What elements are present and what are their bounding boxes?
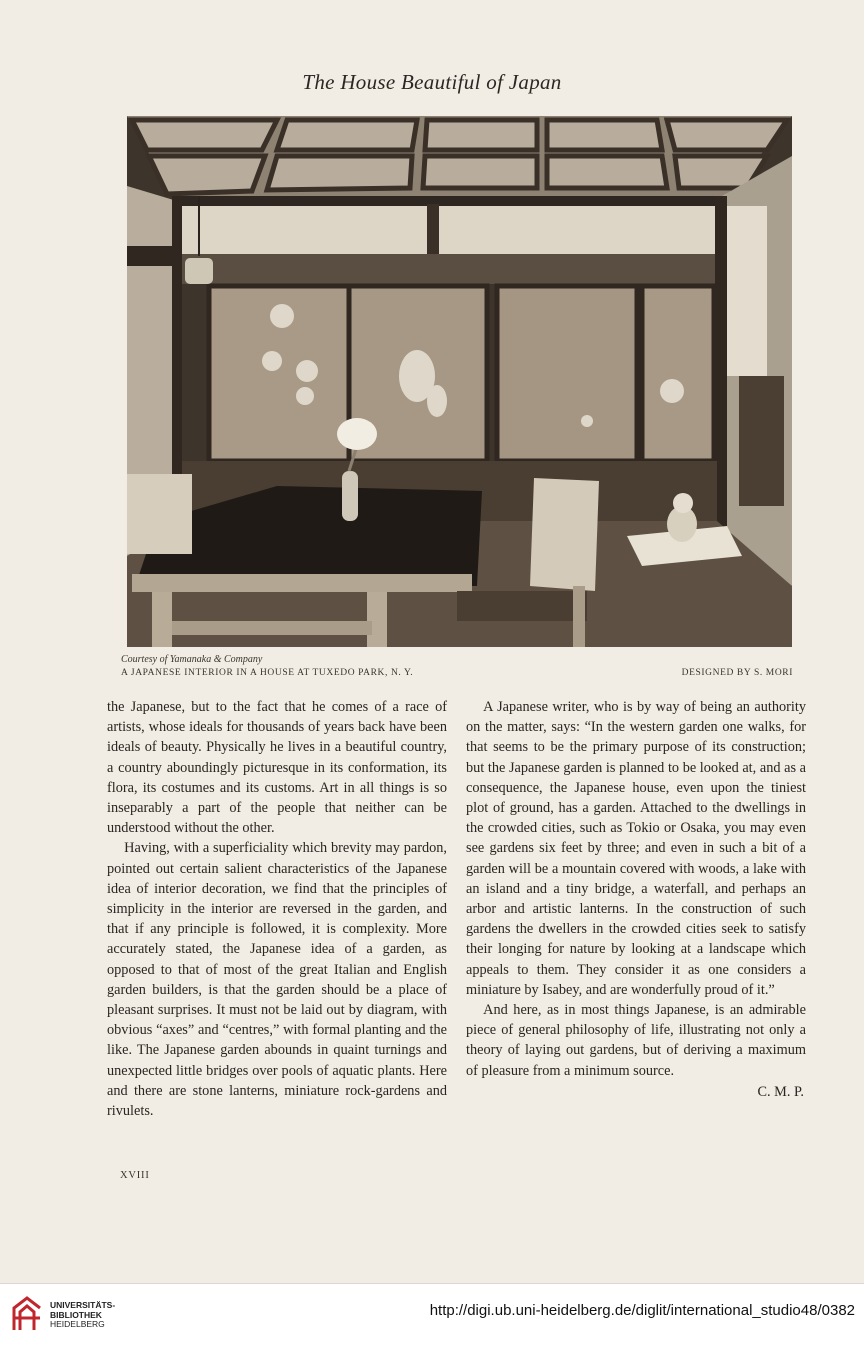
paragraph: And here, as in most things Japanese, is an admirable piece of general philosophy of life, illustrating not only a theory of laying out gardens, but of deriving a maximum of pleasure from a minimum source. [466, 1002, 806, 1079]
permalink-url[interactable]: http://digi.ub.uni-heidelberg.de/diglit/international_studio48/0382 [429, 1302, 855, 1319]
paragraph: Having, with a superficiality which brevity may pardon, pointed out certain salient characteristics of the Japanese idea of interior decoration, we find that the principles of simplicity in the interior are reversed in the garden, and that if any principle is followed, it is complexity. More accurately stated, the Japanese idea of a garden, as opposed to that of most of the great Italian and English garden builders, is that the garden should be a place of pleasant surprises. It must not be laid out by diagram, with obvious “axes” and “centres,” with formal planting and the like. The Japanese garden abounds in quaint turnings and unexpected little bridges over pools of aquatic plants. Here and there are stone lanterns, miniature rock-gardens and rivulets. [107, 840, 447, 1120]
library-name [50, 1301, 115, 1330]
japanese-interior-image [127, 116, 792, 647]
interior-photograph [127, 116, 792, 647]
photo-credit: Courtesy of Yamanaka & Company [121, 654, 263, 665]
designer-credit: DESIGNED BY S. MORI [681, 668, 793, 678]
left-text-column [107, 697, 447, 1121]
author-initials: C. M. P. [757, 1083, 804, 1100]
figure-caption: A JAPANESE INTERIOR IN A HOUSE AT TUXEDO PARK, N. Y. [121, 668, 414, 678]
paragraph: A Japanese writer, who is by way of being an authority on the matter, says: “In the western garden one walks, for that seems to be the primary purpose of its construction; but the Japanese garden is planned to be looked at, and as a consequence, the Japanese house, even upon the tiniest plot of ground, has a garden. Attached to the dwellings in the crowded cities, such as Tokio or Osaka, you may even see gardens six feet by three; and even in such a bit of a garden will be a mountain covered with woods, a lake with an island and a tiny bridge, a waterfall, and perhaps an arbor and artistic lanterns. In the construction of such gardens the dwellers in the crowded cities seek to satisfy their longing for nature by looking at a landscape which appeals to them. They consider it as one considers a miniature by Isabey, and are wonderfully proud of it.” [466, 699, 806, 998]
library-name-line: HEIDELBERG [50, 1319, 105, 1329]
running-title: The House Beautiful of Japan [302, 70, 562, 94]
digitization-footer [0, 1283, 864, 1346]
paragraph: the Japanese, but to the fact that he comes of a race of artists, whose ideals for thousands of years back have been ideals of beauty. Physically he lives in a beautiful country, a country aboundingly picturesque in its conformation, its flora, its costumes and its customs. Art in all things is so inseparably a part of the people that neither can be understood without the other. [107, 699, 447, 837]
library-name-line: UNIVERSITÄTS- [50, 1300, 116, 1310]
page-number: XVIII [120, 1170, 150, 1181]
right-text-column [466, 697, 806, 1102]
library-name-line: BIBLIOTHEK [50, 1309, 102, 1320]
university-library-logo-icon [10, 1294, 44, 1334]
